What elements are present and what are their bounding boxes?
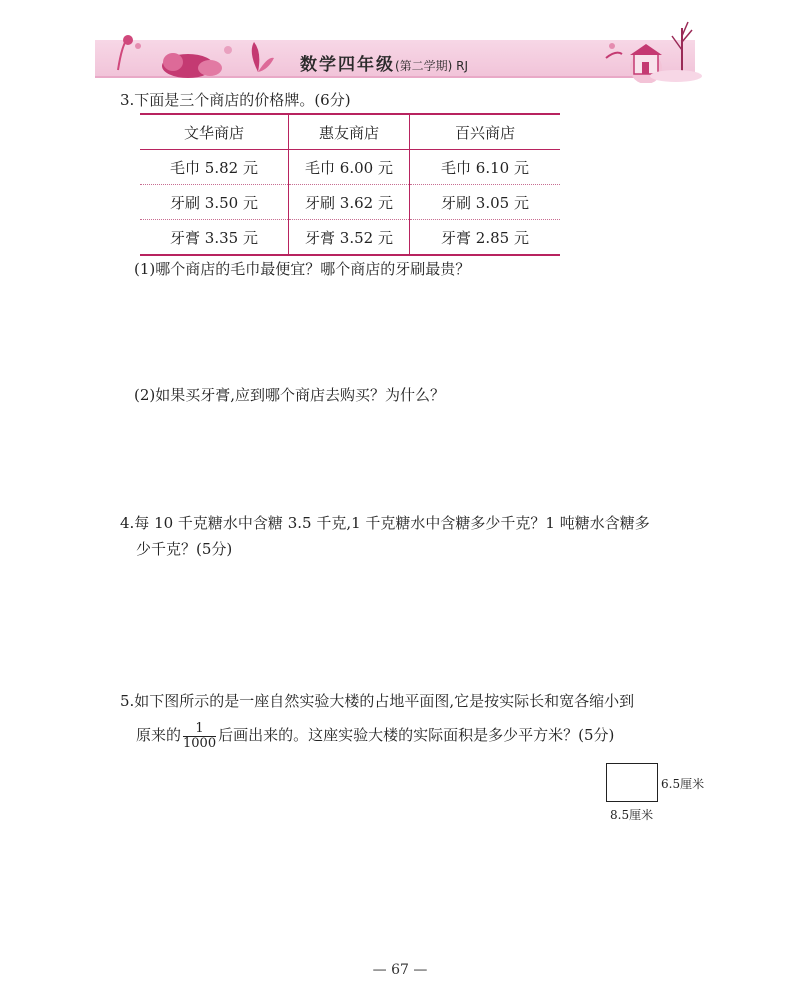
question-3-sub-1: (1)哪个商店的毛巾最便宜？哪个商店的牙刷最贵？ [134,260,471,278]
question-4-line-2: 少千克？(5分) [136,540,233,558]
flower-decoration-icon [98,30,278,80]
table-cell: 毛巾 5.82 元 [140,150,289,185]
table-header-row [140,114,560,150]
table-cell: 牙膏 2.85 元 [410,220,561,256]
table-cell: 牙刷 3.05 元 [410,185,561,220]
header-title: 数学四年级(第二学期) RJ [300,55,469,75]
question-5-line-1: 5.如下图所示的是一座自然实验大楼的占地平面图,它是按实际长和宽各缩小到 [120,692,635,710]
question-3-sub-2: (2)如果买牙膏,应到哪个商店去购买？为什么？ [134,386,446,404]
fraction-numerator: 1 [183,722,216,737]
table-header-cell: 文华商店 [140,114,289,150]
table-row [140,185,560,220]
table-cell: 牙膏 3.52 元 [289,220,410,256]
table-row [140,150,560,185]
house-tree-icon [596,18,706,83]
height-label: 6.5厘米 [661,777,705,791]
fraction-denominator: 1000 [183,735,217,751]
question-4-line-1: 4.每 10 千克糖水中含糖 3.5 千克,1 千克糖水中含糖多少千克？1 吨糖水含糖多 [120,514,650,532]
question-5-line-2: 原来的 $\frac{1}{1000}$ 后画出来的。这座实验大楼的实际面积是多少平方米？(5分) [136,720,615,751]
page-number: — 67 — [372,962,428,978]
table-cell: 毛巾 6.10 元 [410,150,561,185]
page-header [0,0,800,95]
header-subtitle: (第二学期) RJ [395,59,469,73]
price-table [140,113,560,256]
question-3-prompt: 3.下面是三个商店的价格牌。(6分) [120,91,351,109]
table-cell: 牙刷 3.62 元 [289,185,410,220]
fraction [183,722,216,751]
table-cell: 牙刷 3.50 元 [140,185,289,220]
table-cell: 牙膏 3.35 元 [140,220,289,256]
width-label: 8.5厘米 [610,808,654,822]
table-header-cell: 惠友商店 [289,114,410,150]
table-cell: 毛巾 6.00 元 [289,150,410,185]
table-header-cell: 百兴商店 [410,114,561,150]
floor-plan-rectangle [606,763,658,802]
table-row [140,220,560,256]
